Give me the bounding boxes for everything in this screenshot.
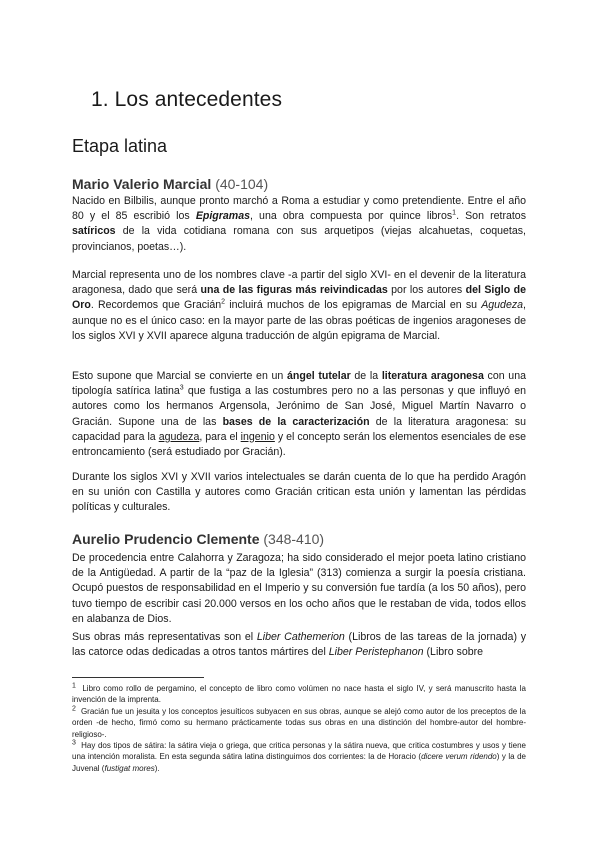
section-heading: Etapa latina <box>72 136 168 156</box>
marcial-heading <box>72 176 268 192</box>
marcial-name: Mario Valerio Marcial <box>72 176 212 192</box>
footnote-3: $^3$ Hay dos tipos de sátira: la sátira vieja o griega, que critica personas y la sátira nueva, que critica costumbres y usos y tiene una intención moralista. En esta segunda sátira latina distinguimos dos corrientes: la de Horacio (dicere verum ridendo) y la de Juvenal (fustigat mores). <box>72 739 526 773</box>
prudencio-paragraph-1: De procedencia entre Calahorra y Zaragoza; ha sido considerado el mejor poeta latino cristiano de la Antigüedad. A partir de la “paz de la Iglesia” (313) comienza a surgir la poesía cristiana. Ocupó puestos de responsabilidad en el Imperio y su conversión fue tardía (a los 50 años), pero tuvo tiempo de escribir casi 20.000 versos en los ocho años que le restaban de vida, todos ellos en alabanza de Dios. <box>72 552 526 625</box>
prudencio-years: (348-410) <box>263 531 325 547</box>
prudencio-name: Aurelio Prudencio Clemente <box>72 531 260 547</box>
footnote-2: $^2$ Gracián fue un jesuita y los conceptos jesuíticos subyacen en sus obras, aunque se alejó como autor de los preceptos de la orden -de hecho, firmó como su hermano prácticamente todas sus obras en una distinción del hombre-autor del hombre-religioso-. <box>72 705 526 739</box>
marcial-paragraph-1: Nacido en Bilbilis, aunque pronto marchó a Roma a estudiar y como pretendiente. Entre el año 80 y el 85 escribió los Epigramas, una obra compuesta por quince libros$^1$. Son retratos satíricos de la vida cotidiana romana con sus arquetipos (viejas alcahuetas, coquetas, provincianos, poetas…). <box>72 195 526 253</box>
prudencio-heading <box>72 531 324 547</box>
footnote-1: $^1$ Libro como rollo de pergamino, el concepto de libro como volúmen no nace hasta el siglo IV, y será manuscrito hasta la invención de la imprenta. <box>72 682 526 705</box>
chapter-heading: 1. Los antecedentes <box>91 88 283 111</box>
footnote-divider <box>72 677 204 678</box>
prudencio-paragraph-2: Sus obras más representativas son el Liber Cathemerion (Libros de las tareas de la jornada) y las catorce odas dedicadas a otros tantos mártires del Liber Peristephanon (Libro sobre <box>72 631 526 659</box>
marcial-years: (40-104) <box>215 176 269 192</box>
marcial-paragraph-4: Durante los siglos XVI y XVII varios intelectuales se darán cuenta de lo que ha perdido Aragón en su unión con Castilla y autores como Gracián critican esta unión y lamentan las pérdidas políticas y culturales. <box>72 471 526 514</box>
marcial-paragraph-3: Esto supone que Marcial se convierte en un ángel tutelar de la literatura aragonesa con una tipología satírica latina$^3$ que fustiga a las costumbres pero no a las personas y que influyó en autores como los hermanos Argensola, Jerónimo de San José, Miguel Martín Navarro o Gracián. Supone una de las bases de la caracterización de la literatura aragonesa: su capacidad para la agudeza, para el ingenio y el concepto serán los elementos esenciales de ese entroncamiento (será estudiado por Gracián). <box>72 370 527 459</box>
marcial-paragraph-2: Marcial representa uno de los nombres clave -a partir del siglo XVI- en el devenir de la literatura aragonesa, dado que será una de las figuras más reivindicadas por los autores del Siglo de Oro. Recordemos que Gracián$^2$ incluirá muchos de los epigramas de Marcial en su Agudeza, aunque no es el único caso: en la mayor parte de las obras poéticas de ingenios aragoneses de los siglos XVI y XVII aparece alguna traducción de algún epigrama de Marcial. <box>72 269 526 342</box>
